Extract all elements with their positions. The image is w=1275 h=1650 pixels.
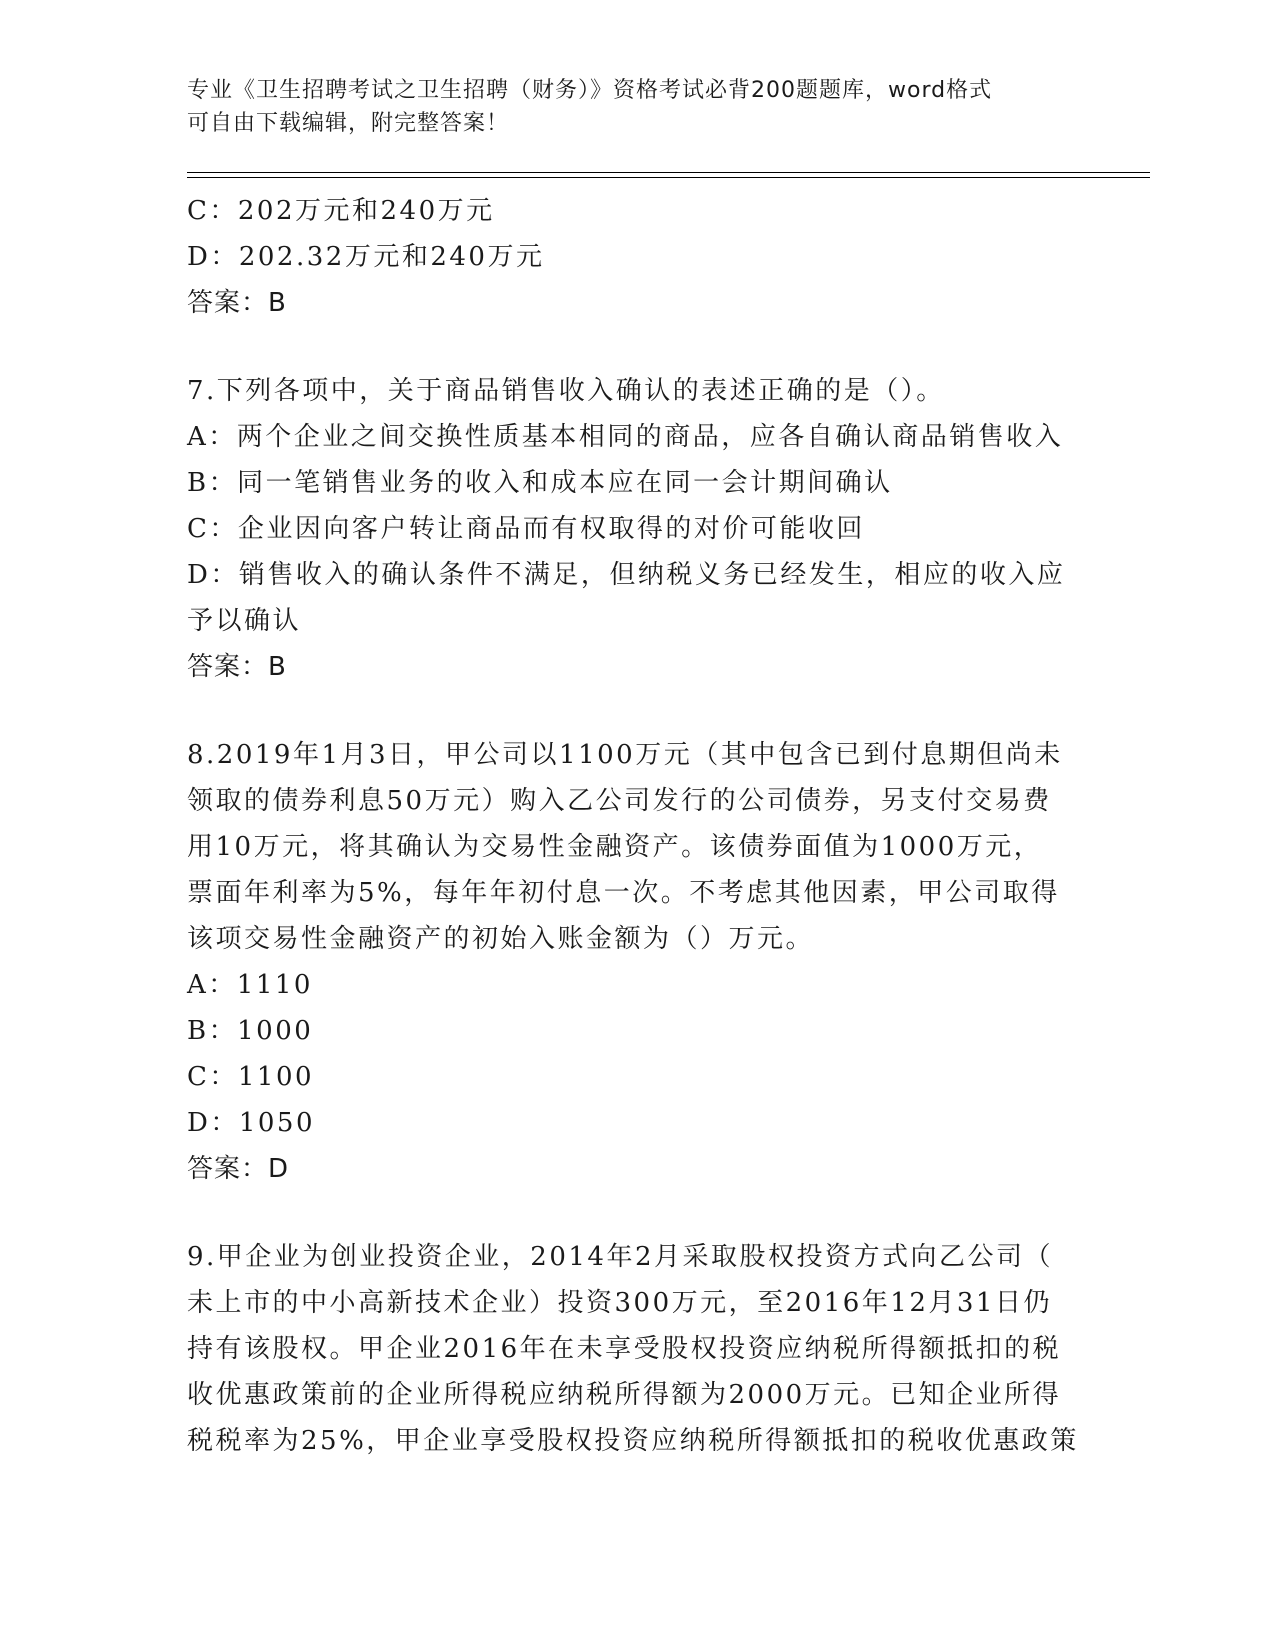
option-d: D：1050 — [187, 1108, 316, 1138]
header-divider-bottom — [187, 177, 1150, 178]
question-8 — [187, 732, 1087, 1192]
question-9 — [187, 1234, 1087, 1464]
answer-line: 答案：D — [187, 1154, 290, 1184]
question-stem: 税税率为25%，甲企业享受股权投资应纳税所得额抵扣的税收优惠政策 — [187, 1426, 1079, 1456]
question-stem: 未上市的中小高新技术企业）投资300万元，至2016年12月31日仍 — [187, 1288, 1052, 1318]
question-stem: 该项交易性金融资产的初始入账金额为（）万元。 — [187, 924, 815, 954]
question-7 — [187, 368, 1087, 690]
option-a: A：1110 — [187, 970, 313, 1000]
option-d: D：202.32万元和240万元 — [187, 242, 545, 272]
option-d-continued: 予以确认 — [187, 606, 302, 636]
option-c: C：202万元和240万元 — [187, 196, 495, 226]
question-stem: 领取的债券利息50万元）购入乙公司发行的公司债券，另支付交易费 — [187, 786, 1052, 816]
option-c: C：1100 — [187, 1062, 315, 1092]
answer-line: 答案：B — [187, 288, 287, 318]
question-stem: 收优惠政策前的企业所得税应纳税所得额为2000万元。已知企业所得 — [187, 1380, 1062, 1410]
option-c: C：企业因向客户转让商品而有权取得的对价可能收回 — [187, 514, 865, 544]
option-b: B：1000 — [187, 1016, 314, 1046]
question-stem: 7.下列各项中，关于商品销售收入确认的表述正确的是（）。 — [187, 376, 945, 406]
question-stem: 用10万元，将其确认为交易性金融资产。该债券面值为1000万元， — [187, 832, 1043, 862]
option-a: A：两个企业之间交换性质基本相同的商品，应各自确认商品销售收入 — [187, 422, 1064, 452]
question-stem: 8.2019年1月3日，甲公司以1100万元（其中包含已到付息期但尚未 — [187, 740, 1063, 770]
answer-line: 答案：B — [187, 652, 287, 682]
header-divider-top — [187, 172, 1150, 173]
question-stem: 持有该股权。甲企业2016年在未享受股权投资应纳税所得额抵扣的税 — [187, 1334, 1062, 1364]
question-stem: 9.甲企业为创业投资企业，2014年2月采取股权投资方式向乙公司（ — [187, 1242, 1054, 1272]
question-stem: 票面年利率为5%，每年年初付息一次。不考虑其他因素，甲公司取得 — [187, 878, 1060, 908]
header-title-line-1: 专业《卫生招聘考试之卫生招聘（财务）》资格考试必背200题题库，word格式 — [187, 78, 993, 103]
option-b: B：同一笔销售业务的收入和成本应在同一会计期间确认 — [187, 468, 893, 498]
document-header — [187, 74, 1087, 140]
option-d: D：销售收入的确认条件不满足，但纳税义务已经发生，相应的收入应 — [187, 560, 1066, 590]
question-content — [187, 188, 1087, 1464]
header-title-line-2: 可自由下载编辑，附完整答案！ — [187, 111, 510, 136]
